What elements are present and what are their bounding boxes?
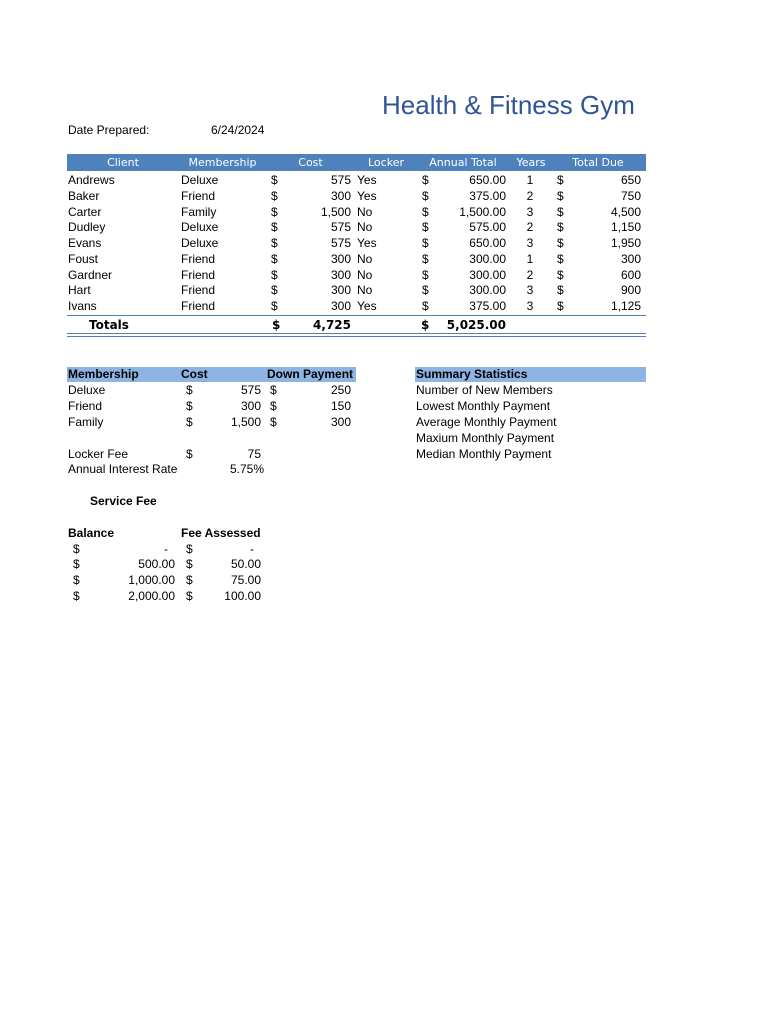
cell-due-currency: $ bbox=[557, 236, 564, 250]
cell-cost-currency: $ bbox=[271, 189, 278, 203]
cell-annual-total[interactable]: 650.00 bbox=[469, 236, 506, 250]
locker-fee-value[interactable]: 75 bbox=[247, 447, 261, 461]
fee-currency: $ bbox=[186, 557, 193, 571]
cell-annual-currency: $ bbox=[422, 189, 429, 203]
fee-value[interactable]: - bbox=[250, 542, 254, 556]
cell-cost[interactable]: 300 bbox=[330, 268, 351, 282]
cell-annual-currency: $ bbox=[422, 236, 429, 250]
header-annual-total[interactable]: Annual Total bbox=[429, 156, 497, 169]
membership-cell-down-payment[interactable]: 300 bbox=[330, 415, 351, 429]
fee-value[interactable]: 100.00 bbox=[224, 589, 261, 603]
cell-locker[interactable]: No bbox=[357, 220, 373, 234]
cell-cost[interactable]: 1,500 bbox=[320, 205, 351, 219]
cell-membership[interactable]: Friend bbox=[181, 268, 216, 282]
cell-locker[interactable]: No bbox=[357, 283, 373, 297]
cell-years[interactable]: 3 bbox=[526, 205, 534, 219]
totals-cost-currency: $ bbox=[272, 318, 281, 332]
membership-cell-down-payment[interactable]: 150 bbox=[330, 399, 351, 413]
header-membership[interactable]: Membership bbox=[188, 156, 257, 169]
fee-value[interactable]: 50.00 bbox=[230, 557, 261, 571]
header-client[interactable]: Client bbox=[107, 156, 139, 169]
cell-annual-currency: $ bbox=[422, 268, 429, 282]
cell-annual-currency: $ bbox=[422, 299, 429, 313]
summary-item-median-payment[interactable]: Median Monthly Payment bbox=[416, 447, 552, 461]
totals-label: Totals bbox=[89, 318, 129, 332]
cell-annual-total[interactable]: 375.00 bbox=[469, 189, 506, 203]
cell-cost-currency: $ bbox=[271, 283, 278, 297]
summary-item-average-payment[interactable]: Average Monthly Payment bbox=[416, 415, 557, 429]
cell-annual-total[interactable]: 300.00 bbox=[469, 252, 506, 266]
balance-value[interactable]: - bbox=[164, 542, 168, 556]
cell-locker[interactable]: No bbox=[357, 268, 373, 282]
cell-locker[interactable]: Yes bbox=[357, 173, 377, 187]
cell-membership[interactable]: Friend bbox=[181, 189, 216, 203]
membership-header-down-payment[interactable]: Down Payment bbox=[267, 367, 354, 381]
cell-due-currency: $ bbox=[557, 299, 564, 313]
fee-currency: $ bbox=[186, 573, 193, 587]
cell-membership[interactable]: Friend bbox=[181, 283, 216, 297]
cell-due-currency: $ bbox=[557, 252, 564, 266]
cell-client[interactable]: Foust bbox=[68, 252, 99, 266]
summary-item-lowest-payment[interactable]: Lowest Monthly Payment bbox=[416, 399, 551, 413]
cell-client[interactable]: Hart bbox=[68, 283, 91, 297]
membership-cell-type[interactable]: Friend bbox=[68, 399, 103, 413]
cell-annual-total[interactable]: 300.00 bbox=[469, 268, 506, 282]
membership-header-membership[interactable]: Membership bbox=[68, 367, 139, 381]
cell-due-currency: $ bbox=[557, 220, 564, 234]
header-years[interactable]: Years bbox=[516, 156, 546, 169]
cell-annual-total[interactable]: 1,500.00 bbox=[459, 205, 506, 219]
cell-cost[interactable]: 300 bbox=[330, 189, 351, 203]
cell-annual-total[interactable]: 650.00 bbox=[469, 173, 506, 187]
totals-double-border-2 bbox=[67, 336, 646, 337]
cell-due-currency: $ bbox=[557, 283, 564, 297]
date-prepared-label: Date Prepared: bbox=[68, 123, 150, 137]
cell-cost-currency: $ bbox=[271, 220, 278, 234]
header-total-due[interactable]: Total Due bbox=[572, 156, 624, 169]
cell-years[interactable]: 2 bbox=[526, 189, 534, 203]
cell-annual-currency: $ bbox=[422, 173, 429, 187]
locker-fee-label: Locker Fee bbox=[68, 447, 129, 461]
cell-cost[interactable]: 300 bbox=[330, 299, 351, 313]
cell-due-currency: $ bbox=[557, 189, 564, 203]
balance-currency: $ bbox=[73, 589, 80, 603]
membership-cell-down-payment[interactable]: 250 bbox=[330, 383, 351, 397]
cell-annual-currency: $ bbox=[422, 283, 429, 297]
cell-total-due[interactable]: 1,950 bbox=[610, 236, 641, 250]
cell-cost-currency: $ bbox=[271, 205, 278, 219]
cell-years[interactable]: 2 bbox=[526, 220, 534, 234]
cell-due-currency: $ bbox=[557, 173, 564, 187]
cell-locker[interactable]: Yes bbox=[357, 299, 377, 313]
membership-cell-cost-currency: $ bbox=[186, 415, 193, 429]
cell-total-due[interactable]: 600 bbox=[620, 268, 641, 282]
cell-client[interactable]: Evans bbox=[68, 236, 102, 250]
cell-years[interactable]: 1 bbox=[526, 252, 534, 266]
cell-due-currency: $ bbox=[557, 268, 564, 282]
totals-double-border-1 bbox=[67, 333, 646, 334]
cell-annual-currency: $ bbox=[422, 205, 429, 219]
cell-total-due[interactable]: 4,500 bbox=[610, 205, 641, 219]
membership-cell-down-currency: $ bbox=[270, 415, 277, 429]
cell-total-due[interactable]: 300 bbox=[620, 252, 641, 266]
sheet-title: Health & Fitness Gym bbox=[382, 90, 635, 120]
cell-cost-currency: $ bbox=[271, 252, 278, 266]
cell-locker[interactable]: No bbox=[357, 205, 373, 219]
balance-value[interactable]: 500.00 bbox=[138, 557, 175, 571]
cell-cost[interactable]: 300 bbox=[330, 283, 351, 297]
cell-client[interactable]: Ivans bbox=[68, 299, 97, 313]
cell-years[interactable]: 1 bbox=[526, 173, 534, 187]
cell-total-due[interactable]: 900 bbox=[620, 283, 641, 297]
header-cost[interactable]: Cost bbox=[298, 156, 323, 169]
cell-cost-currency: $ bbox=[271, 299, 278, 313]
balance-currency: $ bbox=[73, 542, 80, 556]
cell-client[interactable]: Dudley bbox=[68, 220, 106, 234]
cell-membership[interactable]: Family bbox=[181, 205, 217, 219]
totals-top-border bbox=[67, 315, 646, 316]
cell-membership[interactable]: Friend bbox=[181, 252, 216, 266]
cell-cost-currency: $ bbox=[271, 173, 278, 187]
summary-item-maximum-payment[interactable]: Maxium Monthly Payment bbox=[416, 431, 555, 445]
membership-cell-cost[interactable]: 575 bbox=[240, 383, 261, 397]
cell-cost[interactable]: 575 bbox=[330, 173, 351, 187]
summary-item-new-members[interactable]: Number of New Members bbox=[416, 383, 553, 397]
locker-fee-currency: $ bbox=[186, 447, 193, 461]
membership-cell-cost[interactable]: 1,500 bbox=[230, 415, 261, 429]
cell-total-due[interactable]: 1,150 bbox=[610, 220, 641, 234]
membership-cell-type[interactable]: Family bbox=[68, 415, 104, 429]
cell-years[interactable]: 3 bbox=[526, 236, 534, 250]
cell-annual-currency: $ bbox=[422, 252, 429, 266]
cell-cost-currency: $ bbox=[271, 268, 278, 282]
interest-rate-value[interactable]: 5.75% bbox=[229, 462, 264, 476]
cell-annual-total[interactable]: 575.00 bbox=[469, 220, 506, 234]
totals-annual-currency: $ bbox=[421, 318, 430, 332]
membership-cell-cost[interactable]: 300 bbox=[240, 399, 261, 413]
cell-years[interactable]: 2 bbox=[526, 268, 534, 282]
fee-currency: $ bbox=[186, 542, 193, 556]
cell-client[interactable]: Gardner bbox=[68, 268, 113, 282]
summary-statistics-header[interactable]: Summary Statistics bbox=[416, 367, 528, 381]
totals-cost[interactable]: 4,725 bbox=[313, 318, 351, 332]
cell-cost[interactable]: 575 bbox=[330, 220, 351, 234]
balance-currency: $ bbox=[73, 573, 80, 587]
cell-membership[interactable]: Deluxe bbox=[181, 220, 219, 234]
cell-membership[interactable]: Friend bbox=[181, 299, 216, 313]
cell-client[interactable]: Carter bbox=[68, 205, 102, 219]
cell-years[interactable]: 3 bbox=[526, 299, 534, 313]
interest-rate-label: Annual Interest Rate bbox=[68, 462, 178, 476]
cell-client[interactable]: Baker bbox=[68, 189, 100, 203]
membership-cell-down-currency: $ bbox=[270, 399, 277, 413]
totals-annual[interactable]: 5,025.00 bbox=[446, 318, 506, 332]
cell-total-due[interactable]: 750 bbox=[620, 189, 641, 203]
balance-value[interactable]: 2,000.00 bbox=[128, 589, 175, 603]
membership-cell-cost-currency: $ bbox=[186, 399, 193, 413]
cell-cost-currency: $ bbox=[271, 236, 278, 250]
cell-locker[interactable]: No bbox=[357, 252, 373, 266]
date-prepared-value[interactable]: 6/24/2024 bbox=[211, 123, 265, 137]
cell-due-currency: $ bbox=[557, 205, 564, 219]
cell-membership[interactable]: Deluxe bbox=[181, 173, 219, 187]
balance-value[interactable]: 1,000.00 bbox=[128, 573, 175, 587]
cell-membership[interactable]: Deluxe bbox=[181, 236, 219, 250]
membership-header-cost[interactable]: Cost bbox=[181, 367, 208, 381]
cell-total-due[interactable]: 650 bbox=[620, 173, 641, 187]
cell-annual-currency: $ bbox=[422, 220, 429, 234]
cell-locker[interactable]: Yes bbox=[357, 189, 377, 203]
header-locker[interactable]: Locker bbox=[368, 156, 404, 169]
membership-cell-down-currency: $ bbox=[270, 383, 277, 397]
cell-total-due[interactable]: 1,125 bbox=[610, 299, 641, 313]
fee-currency: $ bbox=[186, 589, 193, 603]
cell-cost[interactable]: 300 bbox=[330, 252, 351, 266]
fee-value[interactable]: 75.00 bbox=[230, 573, 261, 587]
cell-years[interactable]: 3 bbox=[526, 283, 534, 297]
cell-annual-total[interactable]: 375.00 bbox=[469, 299, 506, 313]
cell-client[interactable]: Andrews bbox=[68, 173, 115, 187]
service-fee-header-balance[interactable]: Balance bbox=[68, 526, 115, 540]
service-fee-header-fee-assessed[interactable]: Fee Assessed bbox=[181, 526, 261, 540]
cell-locker[interactable]: Yes bbox=[357, 236, 377, 250]
balance-currency: $ bbox=[73, 557, 80, 571]
membership-cell-type[interactable]: Deluxe bbox=[68, 383, 106, 397]
service-fee-title: Service Fee bbox=[90, 494, 157, 508]
cell-annual-total[interactable]: 300.00 bbox=[469, 283, 506, 297]
membership-cell-cost-currency: $ bbox=[186, 383, 193, 397]
cell-cost[interactable]: 575 bbox=[330, 236, 351, 250]
